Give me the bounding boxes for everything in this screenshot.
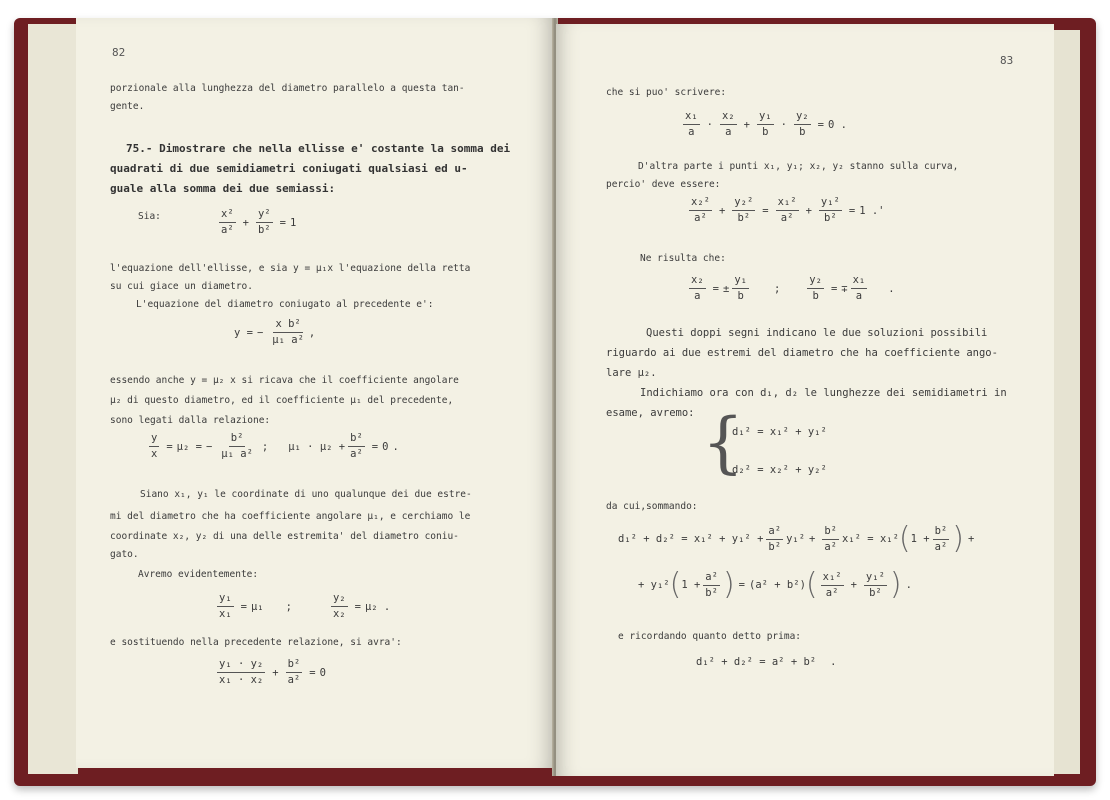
text-line: lare μ₂. [606,367,657,379]
equation-sum-line2: + y₁² ( 1 + $\frac{\text{a²}}{\text{b²}}$ ) = (a² + b²) ( $\frac{\text{x₁²}}{\text{a²}}$ + $\frac{\text{y₁²}}{\text{b²}}$ ) . [638,567,912,602]
text-line: sono legati dalla relazione: [110,415,271,426]
text-line: Indichiamo ora con d₁, d₂ le lunghezze dei semidiametri in [640,387,1007,399]
equation-relation: $\frac{y}{x}$ = μ₂ = − $\frac{\text{b²}}{\text{μ₁ a²}}$ ; μ₁ · μ₂ + $\frac{\text{b²}}{\text{a²}}$ = 0 . [151,432,399,460]
page-number: 83 [1000,54,1014,67]
equation-sum-line1: d₁² + d₂² = x₁² + y₁² + $\frac{\text{a²}}{\text{b²}}$ y₁² + $\frac{\text{b²}}{\text{a²}}$ x₁² = x₁² ( 1 + $\frac{\text{b²}}{\text{a²}}$ ) + [618,521,975,556]
exercise-heading: quadrati di due semidiametri coniugati qualsiasi ed u- [110,162,468,175]
equation-d2: d₂² = x₂² + y₂² [732,464,827,476]
equation-substituted: $\frac{\text{y₁ · y₂}}{\text{x₁ · x₂}}$ + $\frac{\text{b²}}{\text{a²}}$ = 0 [219,658,326,686]
left-page-stack [28,24,78,774]
text-line: mi del diametro che ha coefficiente angolare μ₁, e cerchiamo le [110,511,471,522]
page-number: 82 [112,46,126,59]
text-line: Sia: [138,211,161,222]
text-line: percio' deve essere: [606,179,721,190]
text-line: e sostituendo nella precedente relazione, si avra': [110,637,402,648]
text-line: esame, avremo: [606,407,695,419]
exercise-heading: 75.- Dimostrare che nella ellisse e' costante la somma dei [126,142,511,155]
exercise-heading: guale alla somma dei due semiassi: [110,182,336,195]
equation-product: $\frac{\text{x₁}}{a}$ · $\frac{\text{x₂}}{a}$ + $\frac{\text{y₁}}{b}$ · $\frac{\text{y₂}}{b}$ = 0 . [685,110,847,138]
equation-conclusion: d₁² + d₂² = a² + b² . [696,656,837,668]
equation-coefficients: $\frac{\text{y₁}}{\text{x₁}}$ = μ₁ ; $\frac{\text{y₂}}{\text{x₂}}$ = μ₂ . [219,592,391,620]
equation-on-curve: $\frac{\text{x₂²}}{\text{a²}}$ + $\frac{\text{y₂²}}{\text{b²}}$ = $\frac{\text{x₁²}}{\text{a²}}$ + $\frac{\text{y₁²}}{\text{b²}}$ = 1 .' [691,196,885,224]
text-line: Avremo evidentemente: [138,569,259,580]
text-line: riguardo ai due estremi del diametro che ha coefficiente ango- [606,347,998,359]
text-line: Ne risulta che: [640,253,726,264]
left-page [76,18,554,768]
equation-result: $\frac{\text{x₂}}{a}$ = ± $\frac{\text{y₁}}{b}$ ; $\frac{\text{y₂}}{b}$ = ∓ $\frac{\text{x₁}}{a}$ . [691,274,895,302]
text-line: l'equazione dell'ellisse, e sia y = μ₁x l'equazione della retta [110,263,471,274]
equation-d1: d₁² = x₁² + y₁² [732,426,827,438]
text-line: su cui giace un diametro. [110,281,253,292]
system-brace: { [702,404,744,481]
text-line: μ₂ di questo diametro, ed il coefficiente μ₁ del precedente, [110,395,454,406]
text-line: coordinate x₂, y₂ di una delle estremita' del diametro coniu- [110,531,459,542]
text-line: gente. [110,101,145,112]
text-line: essendo anche y = μ₂ x si ricava che il coefficiente angolare [110,375,459,386]
right-page [556,24,1054,776]
text-line: gato. [110,549,139,560]
text-line: Siano x₁, y₁ le coordinate di uno qualunque dei due estre- [140,489,472,500]
right-page-stack [1050,30,1080,774]
equation-conjugate: y = − $\frac{\text{x b²}}{\text{μ₁ a²}}$ , [234,318,316,346]
text-line: e ricordando quanto detto prima: [618,631,802,642]
text-line: Questi doppi segni indicano le due soluzioni possibili [646,327,988,339]
text-line: da cui,sommando: [606,501,698,512]
text-line: che si puo' scrivere: [606,87,727,98]
equation-ellipse: $\frac{\text{x²}}{\text{a²}}$ + $\frac{\text{y²}}{\text{b²}}$ = 1 [221,208,297,236]
text-line: porzionale alla lunghezza del diametro parallelo a questa tan- [110,83,465,94]
text-line: D'altra parte i punti x₁, y₁; x₂, y₂ stanno sulla curva, [638,161,959,172]
text-line: L'equazione del diametro coniugato al precedente e': [136,299,434,310]
